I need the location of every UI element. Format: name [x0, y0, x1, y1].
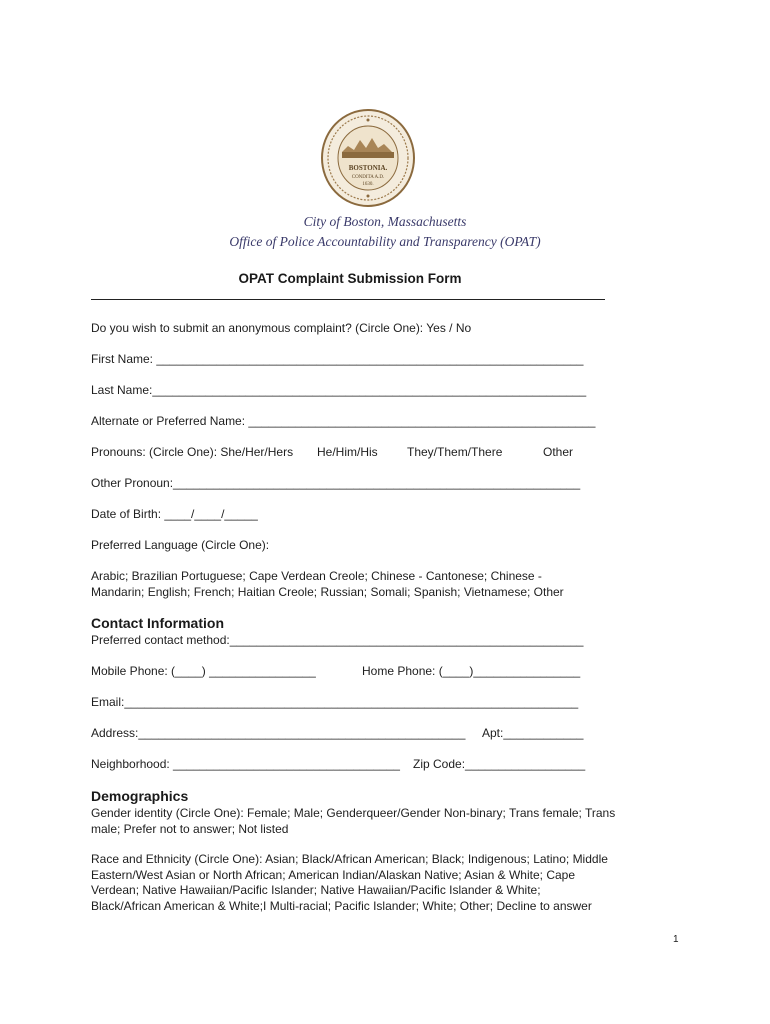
contact-heading: Contact Information: [91, 615, 224, 631]
city-name: City of Boston, Massachusetts: [303, 214, 467, 229]
title-divider: [91, 299, 605, 300]
contact-method-field[interactable]: Preferred contact method:_____________________________________________________: [91, 633, 584, 647]
pronouns-label[interactable]: Pronouns: (Circle One): She/Her/Hers: [91, 445, 294, 459]
mobile-phone-field[interactable]: Mobile Phone: (____) ________________: [91, 664, 316, 678]
zip-code-field[interactable]: Zip Code:__________________: [413, 757, 586, 771]
city-seal-logo: [320, 108, 416, 208]
language-label: Preferred Language (Circle One):: [91, 538, 270, 552]
apt-field[interactable]: Apt:____________: [482, 726, 584, 740]
neighborhood-field[interactable]: Neighborhood: __________________________________: [91, 757, 400, 771]
first-name-field[interactable]: First Name: ________________________________________________________________: [91, 352, 584, 366]
svg-text:BOSTONIA.: BOSTONIA.: [348, 164, 388, 172]
date-of-birth-field[interactable]: Date of Birth: ____/____/_____: [91, 507, 258, 521]
pronoun-option-they[interactable]: They/Them/There: [407, 445, 503, 459]
alternate-name-field[interactable]: Alternate or Preferred Name: ____________________________________________________: [91, 414, 596, 428]
anonymous-question[interactable]: Do you wish to submit an anonymous complaint? (Circle One): Yes / No: [91, 321, 472, 335]
last-name-field[interactable]: Last Name:_________________________________________________________________: [91, 383, 587, 397]
svg-text:CONDITA A.D.: CONDITA A.D.: [351, 175, 385, 180]
svg-text:1630.: 1630.: [362, 182, 374, 187]
other-pronoun-field[interactable]: Other Pronoun:_____________________________________________________________: [91, 476, 581, 490]
pronoun-option-he[interactable]: He/Him/His: [317, 445, 378, 459]
email-field[interactable]: Email:____________________________________________________________________: [91, 695, 579, 709]
home-phone-field[interactable]: Home Phone: (____)________________: [362, 664, 581, 678]
office-name: Office of Police Accountability and Transparency (OPAT): [229, 234, 541, 249]
language-options[interactable]: Arabic; Brazilian Portuguese; Cape Verdean Creole; Chinese - Cantonese; Chinese - Mandarin; English; French; Haitian Creole; Russian; Somali; Spanish; Vietnamese; Other: [91, 569, 564, 599]
race-ethnicity-options[interactable]: Race and Ethnicity (Circle One): Asian; Black/African American; Black; Indigenous; Latino; Middle Eastern/West Asian or North African; American Indian/Alaskan Native; Asian & White; Cape Verdean; Native Hawaiian/Pacific Islander; Native Hawaiian/Pacific Islander & White; Black/African American & White;I Multi-racial; Pacific Islander; White; Other; Decline to answer: [91, 852, 608, 913]
demographics-heading: Demographics: [91, 788, 189, 804]
form-title: OPAT Complaint Submission Form: [238, 271, 462, 286]
pronoun-option-other[interactable]: Other: [543, 445, 574, 459]
gender-identity-options[interactable]: Gender identity (Circle One): Female; Male; Genderqueer/Gender Non-binary; Trans female; Trans male; Prefer not to answer; Not listed: [91, 806, 616, 836]
page-number: 1: [673, 934, 679, 945]
address-field[interactable]: Address:_________________________________________________: [91, 726, 466, 740]
